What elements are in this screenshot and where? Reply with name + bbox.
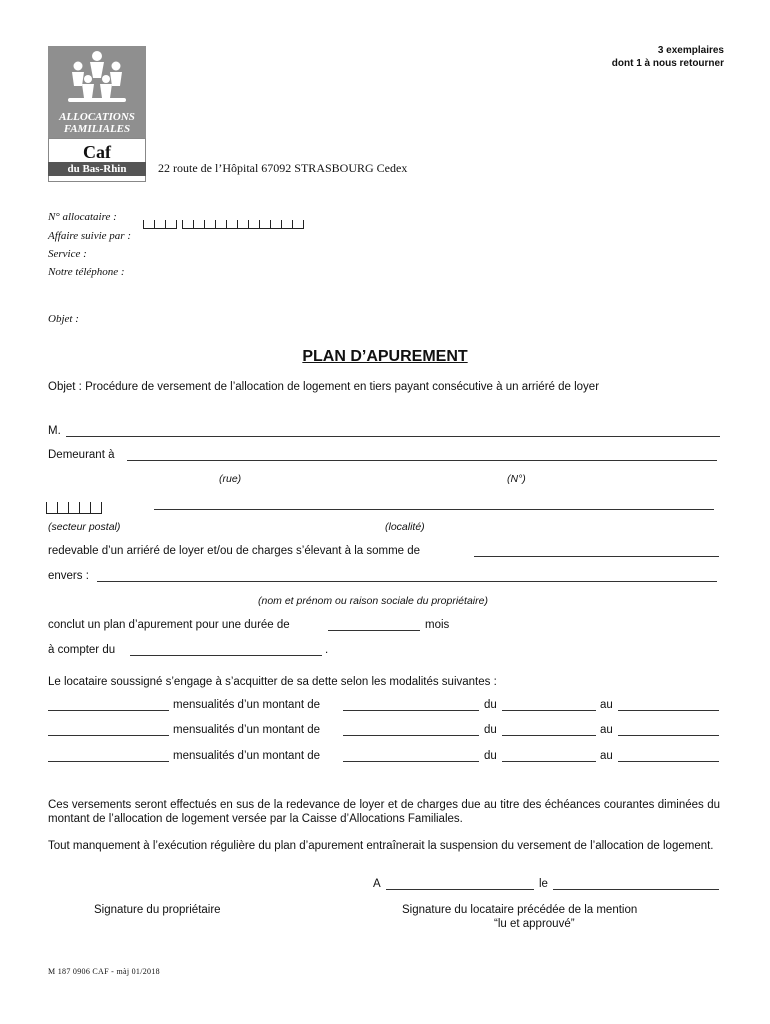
du-label: du [484,750,497,762]
copies-line-1: 3 exemplaires [657,45,724,56]
date-signature-field[interactable] [553,889,719,890]
logo-text-line-2: FAMILIALES [63,123,131,135]
rue-label: (rue) [219,473,242,485]
nb-mensualites-field[interactable] [48,761,169,762]
secteur-postal-boxes[interactable] [46,496,102,514]
mois-label: mois [425,619,450,631]
objet-line: Objet : Procédure de versement de l’allocation de logement en tiers payant consécutive à un arriéré de loyer [48,381,600,393]
versements-paragraph: Ces versements seront effectués en sus de la redevance de loyer et de charges due au titre des échéances courantes diminées du montant de l’allocation de logement versée par la Caisse d’Allocations Familiales. [48,799,720,825]
nb-mensualites-field[interactable] [48,710,169,711]
du-field[interactable] [502,761,596,762]
au-field[interactable] [618,710,719,711]
telephone-label: Notre téléphone : [48,266,125,278]
allocataire-label: N° allocataire : [48,211,117,223]
montant-field[interactable] [343,710,479,711]
montant-field[interactable] [343,761,479,762]
conclut-label: conclut un plan d’apurement pour une durée de [48,619,290,631]
affaire-label: Affaire suivie par : [48,230,131,242]
secteur-postal-label: (secteur postal) [48,521,121,533]
lu-et-approuve-label: “lu et approuvé” [494,918,575,930]
logo-caf: Caf [83,142,111,162]
service-label: Service : [48,248,87,260]
au-label: au [600,699,613,711]
du-field[interactable] [502,710,596,711]
compter-end: . [325,644,329,656]
mensualites-label: mensualités d’un montant de [173,724,321,736]
montant-field[interactable] [343,735,479,736]
localite-label: (localité) [385,521,425,533]
m-name-field[interactable] [66,436,720,437]
objet-label: Objet : [48,313,79,325]
copies-line-2: dont 1 à nous retourner [611,58,724,69]
au-label: au [600,750,613,762]
num-label: (N°) [507,473,526,485]
localite-field[interactable] [154,509,714,510]
demeurant-label: Demeurant à [48,449,115,461]
mensualites-label: mensualités d’un montant de [173,699,321,711]
mensualites-label: mensualités d’un montant de [173,750,321,762]
somme-field[interactable] [474,556,719,557]
du-label: du [484,724,497,736]
au-field[interactable] [618,735,719,736]
nb-mensualites-field[interactable] [48,735,169,736]
envers-label: envers : [48,570,89,582]
copies-note [612,44,724,70]
caf-logo [48,46,146,182]
envers-field[interactable] [97,581,717,582]
a-label: A [373,878,381,890]
engage-label: Le locataire soussigné s’engage à s’acquitter de sa dette selon les modalités suivantes : [48,676,497,688]
signature-proprietaire-label: Signature du propriétaire [94,904,221,916]
lieu-field[interactable] [386,889,534,890]
au-field[interactable] [618,761,719,762]
document-title: PLAN D’APUREMENT [302,348,468,365]
caf-address: 22 route de l’Hôpital 67092 STRASBOURG Cedex [158,161,408,175]
date-debut-field[interactable] [130,655,322,656]
duree-field[interactable] [328,630,420,631]
logo-text-line-1: ALLOCATIONS [59,111,135,123]
logo-text [48,111,146,135]
redevable-label: redevable d’un arriéré de loyer et/ou de charges s’élevant à la somme de [48,545,421,557]
proprietaire-note: (nom et prénom ou raison sociale du propriétaire) [258,595,488,607]
family-figures-icon [48,46,146,112]
form-reference: M 187 0906 CAF - màj 01/2018 [48,967,160,976]
du-field[interactable] [502,735,596,736]
logo-subtitle: du Bas-Rhin [48,162,146,176]
au-label: au [600,724,613,736]
allocataire-number-boxes[interactable] [143,211,304,229]
signature-locataire-label: Signature du locataire précédée de la mention [402,904,638,916]
le-label: le [539,878,548,890]
compter-label: à compter du [48,644,116,656]
du-label: du [484,699,497,711]
manquement-paragraph: Tout manquement à l’exécution régulière du plan d’apurement entraînerait la suspension du versement de l’allocation de logement. [48,840,714,852]
m-label: M. [48,425,61,437]
demeurant-field[interactable] [127,460,717,461]
